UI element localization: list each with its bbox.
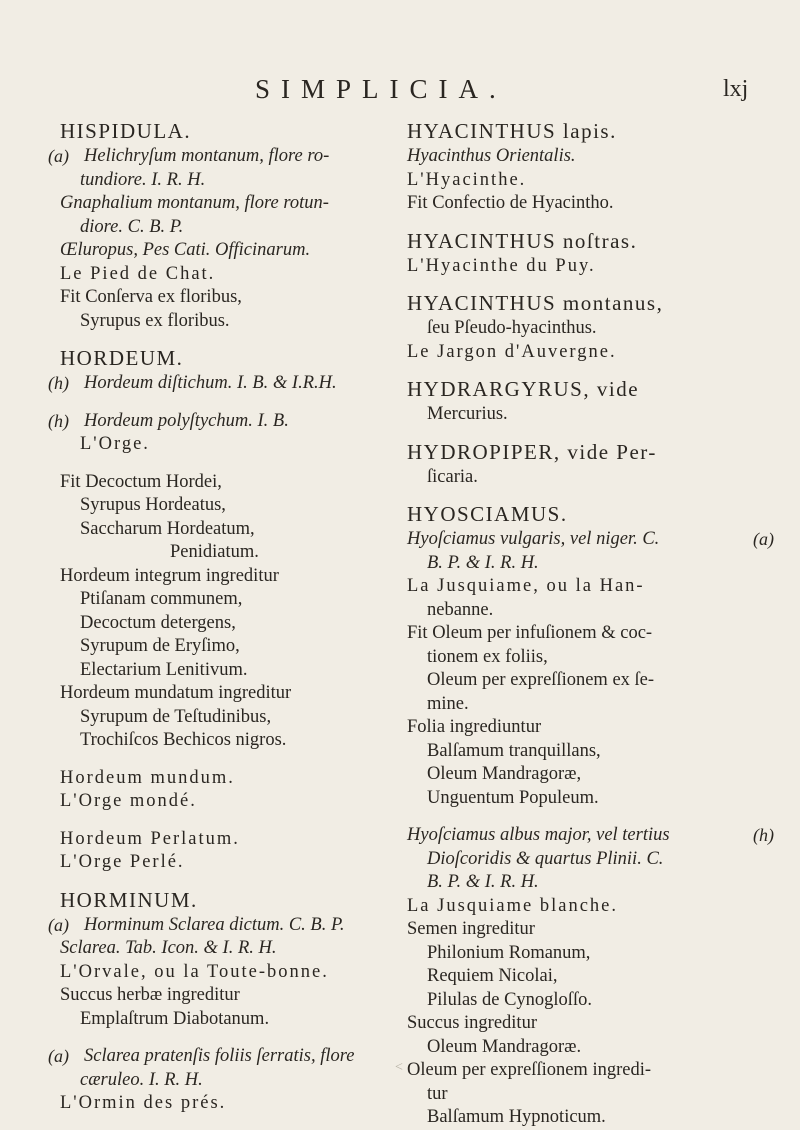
text-line	[407, 255, 752, 279]
line-text: HYACINTHUS montanus,	[407, 291, 664, 315]
text-line	[407, 989, 752, 1013]
text-line	[407, 965, 752, 989]
line-text: Hordeum polyſtychum. I. B.	[84, 410, 289, 431]
margin-note: (h)	[48, 373, 69, 393]
line-text: nebanne.	[427, 599, 494, 620]
text-line	[407, 145, 752, 169]
page-number: lxj	[723, 76, 749, 102]
margin-note: (a)	[48, 146, 69, 166]
text-line	[407, 599, 752, 623]
line-text: Hordeum diſtichum. I. B. & I.R.H.	[84, 373, 337, 393]
line-text: Oleum Mandragoræ,	[427, 764, 582, 784]
line-text: Hyoſciamus vulgaris, vel niger. C.	[407, 529, 660, 549]
text-line	[48, 914, 405, 938]
entry-heading	[407, 118, 752, 145]
line-text: La Jusquiame, ou la Han-	[407, 576, 645, 596]
line-text: Balſamum tranquillans,	[427, 740, 601, 761]
line-text: HYDROPIPER, vide Per-	[407, 439, 657, 464]
line-text: tur	[427, 1083, 448, 1104]
line-text: Helichryſum montanum, flore ro-	[84, 146, 330, 166]
text-line	[60, 518, 405, 542]
right-column	[407, 118, 774, 1130]
line-text: Ptiſanam communem,	[80, 589, 243, 609]
entry-heading	[407, 501, 752, 528]
text-line	[60, 682, 405, 706]
text-line	[60, 216, 405, 240]
text-line	[407, 942, 752, 966]
line-text: Mercurius.	[427, 404, 508, 424]
text-line	[60, 984, 405, 1008]
line-text: La Jusquiame blanche.	[407, 895, 619, 916]
line-text: Fit Oleum per infuſionem & coc-	[407, 623, 653, 643]
text-line	[407, 918, 752, 942]
line-text: Hyoſciamus albus major, vel tertius	[407, 825, 670, 845]
line-text: Fit Conſerva ex floribus,	[60, 287, 242, 307]
spacer	[60, 457, 405, 471]
line-text: L'Orge Perlé.	[60, 852, 185, 872]
line-text: Syrupum de Eryſimo,	[80, 636, 240, 656]
line-text: HISPIDULA.	[60, 119, 192, 143]
line-text: Decoctum detergens,	[80, 612, 236, 633]
text-line	[60, 588, 405, 612]
text-line	[60, 433, 405, 457]
text-line	[48, 1045, 405, 1069]
ink-smudge-icon: <	[395, 1060, 403, 1075]
line-text: Oleum per expreſſionem ingredi-	[407, 1060, 652, 1080]
text-line	[48, 372, 405, 396]
spacer	[60, 396, 405, 410]
text-line	[60, 494, 405, 518]
text-line	[60, 828, 405, 852]
entry-heading	[407, 228, 752, 255]
entry-heading	[60, 118, 405, 145]
text-line	[60, 1069, 405, 1093]
line-text: Le Jargon d'Auvergne.	[407, 341, 617, 362]
text-line	[407, 716, 752, 740]
line-text: Balſamum Hypnoticum.	[427, 1107, 606, 1127]
text-line	[60, 239, 405, 263]
text-line	[407, 824, 774, 848]
spacer	[407, 810, 752, 824]
line-text: L'Orge mondé.	[60, 791, 197, 811]
line-text: Saccharum Hordeatum,	[80, 518, 255, 539]
text-line	[407, 787, 752, 811]
line-text: L'Orvale, ou la Toute-bonne.	[60, 961, 329, 982]
margin-note: (a)	[48, 1046, 69, 1066]
spacer	[60, 814, 405, 828]
line-text: Hyacinthus Orientalis.	[407, 146, 576, 166]
line-text: Hordeum mundatum ingreditur	[60, 683, 292, 703]
line-text: Succus herbæ ingreditur	[60, 985, 240, 1005]
text-line	[60, 1092, 405, 1116]
line-text: Succus ingreditur	[407, 1013, 537, 1033]
text-line	[407, 552, 752, 576]
line-text: Gnaphalium montanum, flore rotun-	[60, 193, 329, 213]
margin-note: (a)	[753, 529, 774, 549]
line-text: Sclarea pratenſis foliis ſerratis, flore	[84, 1046, 355, 1066]
text-line	[60, 169, 405, 193]
line-text: L'Ormin des prés.	[60, 1093, 227, 1113]
text-line	[60, 851, 405, 875]
line-text: Oleum per expreſſionem ex ſe-	[427, 670, 655, 690]
line-text: ſicaria.	[427, 466, 478, 487]
text-line	[407, 895, 752, 919]
left-column	[48, 118, 405, 1116]
line-text: Electarium Lenitivum.	[80, 659, 248, 680]
text-line	[48, 410, 405, 434]
line-text: Syrupus Hordeatus,	[80, 495, 226, 515]
text-line	[407, 466, 752, 490]
text-line	[407, 403, 752, 427]
line-text: tionem ex foliis,	[427, 646, 548, 667]
line-text: Hordeum integrum ingreditur	[60, 565, 279, 586]
text-line	[60, 961, 405, 985]
text-line	[407, 669, 752, 693]
entry-heading	[407, 439, 752, 466]
line-text: HYDRARGYRUS, vide	[407, 377, 640, 401]
line-text: Emplaſtrum Diabotanum.	[80, 1008, 270, 1029]
running-head: SIMPLICIA.	[255, 74, 507, 104]
text-line	[60, 706, 405, 730]
line-text: Trochiſcos Bechicos nigros.	[80, 730, 287, 750]
line-text: Penidiatum.	[170, 542, 259, 562]
text-line	[60, 310, 405, 334]
entry-heading	[407, 290, 752, 317]
text-line	[60, 659, 405, 683]
line-text: Fit Confectio de Hyacintho.	[407, 193, 614, 213]
text-line	[407, 169, 752, 193]
line-text: Semen ingreditur	[407, 919, 535, 939]
text-line	[407, 528, 774, 552]
line-text: HYOSCIAMUS.	[407, 502, 568, 526]
text-line	[407, 1106, 752, 1130]
line-text: Œluropus, Pes Cati. Officinarum.	[60, 240, 311, 260]
text-line	[60, 541, 405, 565]
line-text: cæruleo. I. R. H.	[80, 1069, 203, 1090]
text-line	[60, 767, 405, 791]
line-text: B. P. & I. R. H.	[427, 552, 539, 573]
text-line	[60, 263, 405, 287]
line-text: mine.	[427, 693, 469, 714]
spacer	[60, 753, 405, 767]
line-text: Horminum Sclarea dictum. C. B. P.	[84, 914, 345, 935]
text-line	[60, 729, 405, 753]
text-line	[407, 693, 752, 717]
line-text: HYACINTHUS lapis.	[407, 119, 617, 143]
page-header	[0, 74, 800, 114]
margin-note: (h)	[753, 825, 774, 845]
line-text: Dioſcoridis & quartus Plinii. C.	[427, 848, 664, 869]
text-line	[60, 471, 405, 495]
text-line	[407, 317, 752, 341]
text-line	[407, 646, 752, 670]
entry-heading	[407, 376, 752, 403]
text-line	[60, 790, 405, 814]
line-text: HYACINTHUS noſtras.	[407, 228, 638, 253]
line-text: HORDEUM.	[60, 346, 184, 370]
line-text: Syrupus ex floribus.	[80, 310, 230, 331]
text-line	[407, 871, 752, 895]
text-line	[407, 192, 752, 216]
text-line	[407, 1036, 752, 1060]
text-line	[60, 1008, 405, 1032]
entry-heading	[60, 887, 405, 914]
text-line	[407, 1083, 752, 1107]
line-text: Oleum Mandragoræ.	[427, 1036, 582, 1057]
line-text: Folia ingrediuntur	[407, 717, 542, 737]
line-text: Pilulas de Cynogloſſo.	[427, 989, 592, 1010]
text-line	[407, 575, 752, 599]
text-line	[60, 565, 405, 589]
line-text: Requiem Nicolai,	[427, 966, 558, 986]
line-text: HORMINUM.	[60, 887, 198, 912]
text-line	[60, 612, 405, 636]
line-text: Unguentum Populeum.	[427, 787, 599, 808]
line-text: ſeu Pſeudo-hyacinthus.	[427, 318, 597, 338]
line-text: tundiore. I. R. H.	[80, 169, 206, 190]
text-line	[60, 635, 405, 659]
line-text: Philonium Romanum,	[427, 942, 591, 963]
text-line	[60, 286, 405, 310]
spacer	[60, 1031, 405, 1045]
line-text: L'Orge.	[80, 434, 150, 454]
line-text: L'Hyacinthe.	[407, 169, 527, 190]
line-text: B. P. & I. R. H.	[427, 872, 539, 892]
line-text: Sclarea. Tab. Icon. & I. R. H.	[60, 938, 277, 958]
margin-note: (a)	[48, 914, 69, 935]
line-text: Fit Decoctum Hordei,	[60, 471, 222, 492]
line-text: Le Pied de Chat.	[60, 263, 216, 284]
text-line	[60, 937, 405, 961]
text-line	[60, 192, 405, 216]
margin-note: (h)	[48, 410, 69, 431]
text-line	[407, 763, 752, 787]
text-line	[407, 740, 752, 764]
line-text: Hordeum mundum.	[60, 767, 235, 788]
entry-heading	[60, 345, 405, 372]
text-line	[48, 145, 405, 169]
text-line	[407, 848, 752, 872]
line-text: Hordeum Perlatum.	[60, 828, 240, 849]
text-line	[407, 341, 752, 365]
line-text: diore. C. B. P.	[80, 216, 184, 237]
line-text: Syrupum de Teſtudinibus,	[80, 706, 272, 727]
text-line	[407, 622, 752, 646]
text-line	[407, 1012, 752, 1036]
line-text: L'Hyacinthe du Puy.	[407, 255, 596, 276]
text-line	[407, 1059, 752, 1083]
